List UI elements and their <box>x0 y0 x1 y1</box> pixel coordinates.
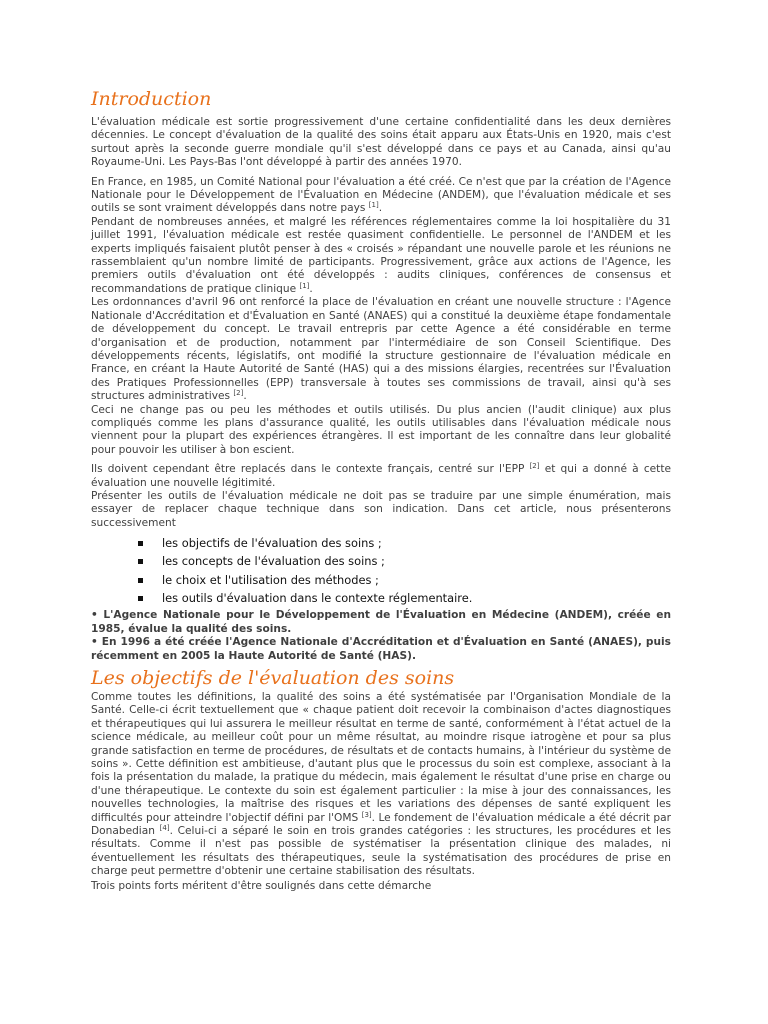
paragraph-text: Ils doivent cependant être replacés dans le contexte français, centré sur l'EPP <box>91 463 525 476</box>
paragraph-outline: Présenter les outils de l'évaluation médicale ne doit pas se traduire par une simple énumération, mais essayer de replacer chaque technique dans son indication. Dans cet article, nous présenterons successivement <box>91 489 671 529</box>
section-title-objectives: Les objectifs de l'évaluation des soins <box>91 667 455 689</box>
section-title-introduction: Introduction <box>91 88 212 110</box>
paragraph-text: . Le fondement de l'évaluation médicale a été décrit par Donabedian <box>91 811 672 838</box>
paragraph-text: Les ordonnances d'avril 96 ont renforcé la place de l'évaluation en créant une nouvelle structure : l'Agence Nationale d'Accréditation et d'Évaluation en Santé (ANAES) qui a constitué la deuxième étape fondamentale de développement du concept. Le travail entrepris par cette Agence a été considérable en terme d'organisation et de production, notamment par l'intermédiaire de son Conseil Scientifique. Des développements récents, législatifs, ont modifié la structure gestionnaire de l'évaluation médicale en France, en créant la Haute Autorité de Santé (HAS) qui a des missions élargies, recentrées sur l'Évaluation des Pratiques Professionnelles (EPP) transversale à toutes ses commissions de travail, ainsi qu'à ses structures administratives <box>91 296 671 403</box>
paragraph-quality-definition <box>91 691 671 879</box>
reference-marker: [2] <box>233 389 244 398</box>
list-item: les objectifs de l'évaluation des soins ; <box>136 534 671 552</box>
paragraph-text: Pendant de nombreuses années, et malgré les références réglementaires comme la loi hospitalière du 31 juillet 1991, l'évaluation médicale est restée quasiment confidentielle. Le personnel de l'ANDEM et les experts impliqués faisaient plutôt penser à des « croisés » répandant une nouvelle parole et les réunions ne rassemblaient qu'un nombre limité de participants. Progressivement, grâce aux actions de l'Agence, les premiers outils d'évaluation ont été développés : audits cliniques, conférences de consensus et recommandations de pratique clinique <box>91 215 671 295</box>
paragraph-text: Comme toutes les définitions, la qualité des soins a été systématisée par l'Organisation Mondiale de la Santé. Celle-ci écrit textuellement que « chaque patient doit recevoir la combinaison d'actes diagnostiques et thérapeutiques qui lui assurera le meilleur résultat en terme de santé, conformément à l'état actuel de la science médicale, au meilleur coût pour un même résultat, au moindre risque iatrogène et pour sa plus grande satisfaction en terme de procédures, de résultats et de contacts humains, à l'intérieur du système de soins ». Cette définition est ambitieuse, d'autant plus que le processus du soin est complexe, associant à la fois la présentation du malade, la pratique du médecin, mais également le résultat d'une prise en charge ou d'une thérapeutique. Le contexte du soin est également particulier : la mise à jour des connaissances, les nouvelles technologies, la maîtrise des risques et les variations des dépenses de santé expliquent les difficultés pour atteindre l'objectif défini par l'OMS <box>91 691 671 824</box>
reference-marker: [1] <box>368 201 379 210</box>
paragraph-context <box>91 463 671 490</box>
list-item: le choix et l'utilisation des méthodes ; <box>136 571 671 589</box>
reference-marker: [1] <box>299 281 310 290</box>
paragraph-text: . Celui-ci a séparé le soin en trois grandes catégories : les structures, les procédures et les résultats. Comme il n'est pas possible de systématiser la présentation clinique des malades, ni éventuellement les résultats des thérapeutiques, seule la systématisation des procédures de prise en charge peut permettre d'obtenir une certaine stabilisation des résultats. <box>91 825 671 878</box>
paragraph-andem-years: Pendant de nombreuses années, et malgré les références réglementaires comme la loi hospitalière du 31 juillet 1991, l'évaluation médicale est restée quasiment confidentielle. Le personnel de l'ANDEM et les experts impliqués faisaient plutôt penser à des « croisés » répandant une nouvelle parole et les réunions ne rassemblaient qu'un nombre limité de participants. Progressivement, grâce aux actions de l'Agence, les premiers outils d'évaluation ont été développés : audits cliniques, conférences de consensus et recommandations de pratique clinique [1]. <box>91 215 671 295</box>
paragraph-methods: Ceci ne change pas ou peu les méthodes et outils utilisés. Du plus ancien (l'audit clinique) aux plus compliqués comme les plans d'assurance qualité, les outils utilisables dans l'évaluation médicale nous viennent pour la plupart des expériences étrangères. Il est important de les connaître dans leur globalité pour pouvoir les utiliser à bon escient. <box>91 403 671 456</box>
key-point-anaes: • En 1996 a été créée l'Agence Nationale d'Accréditation et d'Évaluation en Santé (ANAES), puis récemment en 2005 la Haute Autorité de Santé (HAS). <box>91 636 671 662</box>
paragraph-three-points: Trois points forts méritent d'être soulignés dans cette démarche <box>91 879 432 892</box>
paragraph-history: L'évaluation médicale est sortie progressivement d'une certaine confidentialité dans les deux dernières décennies. Le concept d'évaluation de la qualité des soins était apparu aux États-Unis en 1920, mais c'est surtout après la seconde guerre mondiale qu'il s'est développé dans ce pays et au Canada, ainsi qu'au Royaume-Uni. Les Pays-Bas l'ont développé à partir des années 1970. <box>91 116 671 169</box>
list-item: les outils d'évaluation dans le contexte réglementaire. <box>136 589 671 607</box>
key-point-andem: • L'Agence Nationale pour le Développement de l'Évaluation en Médecine (ANDEM), créée en 1985, évalue la qualité des soins. <box>91 609 671 635</box>
reference-marker: [4] <box>159 824 170 833</box>
paragraph-ordonnances: Les ordonnances d'avril 96 ont renforcé la place de l'évaluation en créant une nouvelle structure : l'Agence Nationale d'Accréditation et d'Évaluation en Santé (ANAES) qui a constitué la deuxième étape fondamentale de développement du concept. Le travail entrepris par cette Agence a été considérable en terme d'organisation et de production, notamment par l'intermédiaire de son Conseil Scientifique. Des développements récents, législatifs, ont modifié la structure gestionnaire de l'évaluation médicale en France, en créant la Haute Autorité de Santé (HAS) qui a des missions élargies, recentrées sur l'Évaluation des Pratiques Professionnelles (EPP) transversale à toutes ses commissions de travail, ainsi qu'à ses structures administratives [2]. <box>91 296 671 403</box>
list-item: les concepts de l'évaluation des soins ; <box>136 552 671 570</box>
paragraph-france-1985: En France, en 1985, un Comité National pour l'évaluation a été créé. Ce n'est que par la création de l'Agence Nationale pour le Développement de l'Évaluation en Médecine (ANDEM), que l'évaluation médicale et ses outils se sont vraiment développés dans notre pays [1]. <box>91 175 671 215</box>
reference-marker: [3] <box>361 810 372 819</box>
paragraph-text: et qui a donné à cette évaluation une nouvelle légitimité. <box>91 463 671 489</box>
document-page <box>91 86 671 893</box>
reference-marker: [2] <box>529 462 540 471</box>
outline-list <box>91 534 671 607</box>
paragraph-text: En France, en 1985, un Comité National pour l'évaluation a été créé. Ce n'est que par la création de l'Agence Nationale pour le Développement de l'Évaluation en Médecine (ANDEM), que l'évaluation médicale et ses outils se sont vraiment développés dans notre pays <box>91 175 671 215</box>
